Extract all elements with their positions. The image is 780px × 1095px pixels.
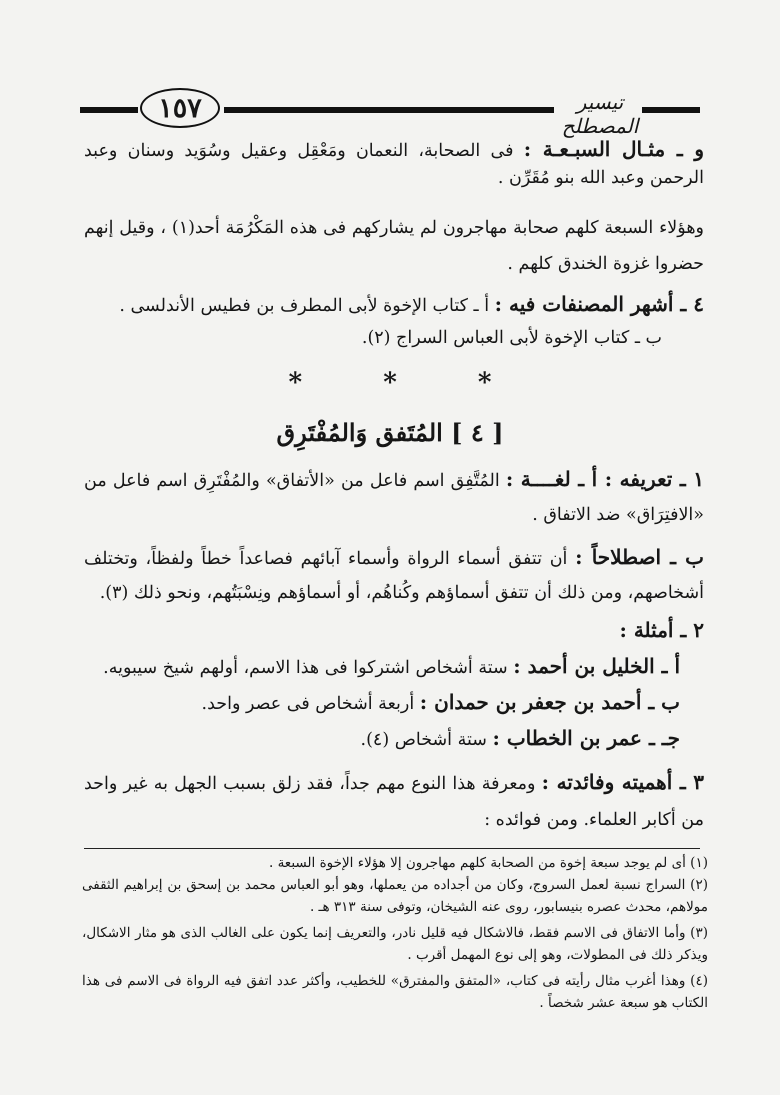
paragraph-note — [84, 210, 704, 282]
example-item-b — [84, 690, 680, 714]
paragraph-text: ومعرفة هذا النوع مهم جداً، فقد زلق بسبب الجهل به غير واحد من أكابر العلماء. ومن فوائده : — [84, 774, 704, 830]
footnote-2: (٢) السراج نسبة لعمل السروج، وكان من أجداده من يعملها، وهو أبو العباس محمد بن إسحق بن إبراهيم الثقفى مولاهم، محدث عصره بنيسابور، روى عنه الشيخان، وتوفى سنة ٣١٣ هـ . — [82, 877, 708, 915]
paragraph-label: و ـ مثـال السبـعـة : — [523, 137, 704, 161]
paragraph-text: المُتَّفِق اسم فاعل من «الأتفاق» والمُفْتَرِق اسم فاعل من «الافتِرَاق» ضد الاتفاق . — [84, 471, 704, 525]
page-number: ١٥٧ — [140, 88, 220, 128]
paragraph-text: أ ـ كتاب الإخوة لأبى المطرف بن فطيس الأندلسى . — [119, 296, 490, 316]
examples-heading — [84, 618, 704, 642]
paragraph-text: وهؤلاء السبعة كلهم صحابة مهاجرون لم يشاركهم فى هذه المَكْرُمَة أحد(١) ، وقيل إنهم حضروا غزوة الخندق كلهم . — [84, 218, 704, 274]
page-header — [80, 86, 700, 138]
paragraph-terminology — [84, 540, 704, 610]
example-text: ستة أشخاص (٤). — [360, 730, 487, 750]
paragraph-label: ١ ـ تعريفه : أ ـ لغــــة : — [505, 467, 704, 491]
example-label: أ ـ الخليل بن أحمد : — [513, 654, 680, 678]
example-item-a — [84, 654, 680, 678]
paragraph-label: ٢ ـ أمثلة : — [619, 618, 704, 642]
paragraph-label: ب ـ اصطلاحاً : — [575, 545, 704, 569]
header-rule — [224, 107, 554, 113]
footnote-1: (١) أى لم يوجد سبعة إخوة من الصحابة كلهم مهاجرون إلا هؤلاء الإخوة السبعة . — [268, 855, 708, 871]
example-text: أربعة أشخاص فى عصر واحد. — [201, 694, 415, 714]
paragraph-text: أن تتفق أسماء الرواة وأسماء آبائهم فصاعداً خطاً ولفظاً، وتختلف أشخاصهم، ومن ذلك أن تتفق أسماؤهم وكُناهُم، أو أسماؤهم ونِسْبَتُهم، ونحو ذلك (٣). — [84, 549, 704, 603]
example-label: جـ ـ عمر بن الخطاب : — [492, 726, 680, 750]
paragraph-label: ٣ ـ أهميته وفائدته : — [541, 770, 704, 794]
footnote-divider — [84, 848, 700, 849]
paragraph-famous-works — [84, 292, 704, 316]
section-title: [ ٤ ] المُتَفق وَالمُفْتَرِق — [276, 418, 504, 447]
paragraph-famous-works-b — [84, 328, 662, 348]
footnote-4: (٤) وهذا أغرب مثال رأيته فى كتاب، «المتفق والمفترق» للخطيب، وأكثر عدد اتفق فيه الرواة فى الاسم فى هذا الكتاب هو سبعة عشر شخصاً . — [82, 973, 708, 1011]
paragraph-importance — [84, 764, 704, 838]
example-text: ستة أشخاص اشتركوا فى هذا الاسم، أولهم شيخ سيبويه. — [103, 658, 508, 678]
example-label: ب ـ أحمد بن جعفر بن حمدان : — [419, 690, 680, 714]
header-rule — [640, 107, 700, 113]
example-item-c — [84, 726, 680, 750]
section-separator: * * * — [288, 368, 528, 398]
header-rule — [80, 107, 138, 113]
footnote-3: (٣) وأما الاتفاق فى الاسم فقط، فالاشكال فيه قليل نادر، والتعريف إنما يكون على الغالب الذى هو مثار الاشكال، ويذكر ذلك فى المطولات، وهو إلى نوع المهمل أقرب . — [82, 925, 708, 963]
paragraph-text: فى الصحابة، النعمان ومَعْقِل وعقيل وسُوَيد وسنان وعبد الرحمن وعبد الله بنو مُقَرِّن . — [84, 141, 704, 188]
running-title: تيسير المصطلح — [558, 90, 642, 138]
paragraph-example-seven — [84, 136, 704, 192]
paragraph-text: ب ـ كتاب الإخوة لأبى العباس السراج (٢). — [361, 328, 662, 348]
paragraph-definition — [84, 462, 704, 532]
paragraph-label: ٤ ـ أشهر المصنفات فيه : — [494, 292, 704, 316]
